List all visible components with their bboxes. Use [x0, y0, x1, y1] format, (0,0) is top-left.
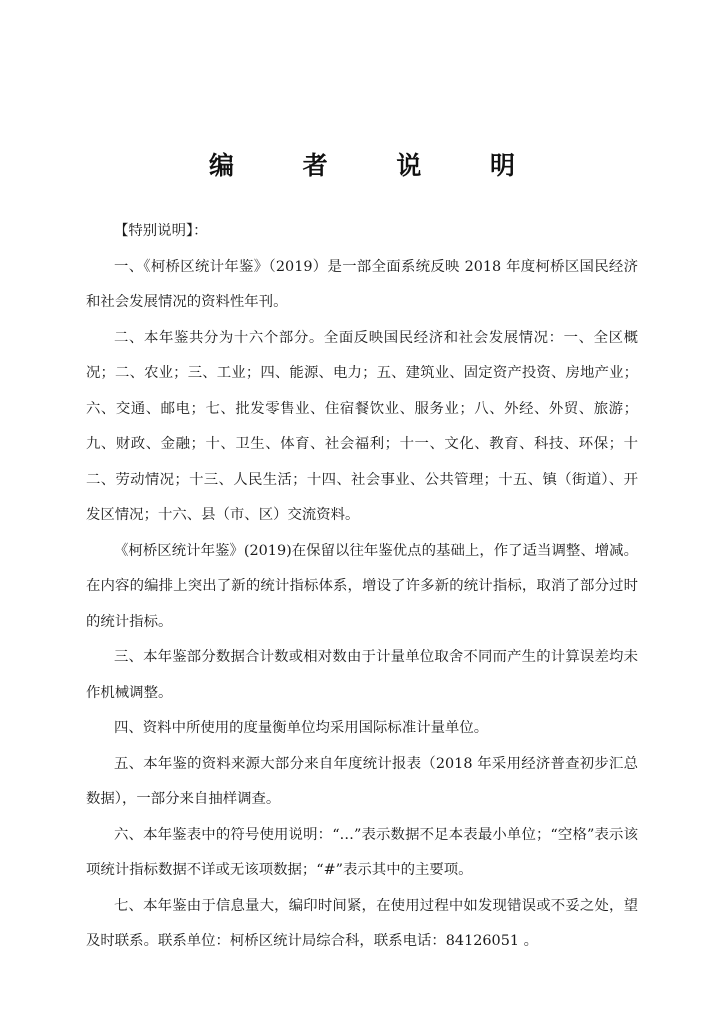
special-note-label: 【特别说明】： [114, 223, 208, 239]
paragraph-3: 《柯桥区统计年鉴》(2019)在保留以往年鉴优点的基础上，作了适当调整、增减。在内容的编排上突出了新的统计指标体系，增设了许多新的统计指标，取消了部分过时的统计指标。 [86, 542, 638, 630]
paragraph-2: 二、本年鉴共分为十六个部分。全面反映国民经济和社会发展情况：一、全区概况；二、农业；三、工业；四、能源、电力；五、建筑业、固定资产投资、房地产业；六、交通、邮电；七、批发零售业、住宿餐饮业、服务业；八、外经、外贸、旅游；九、财政、金融；十、卫生、体育、社会福利；十一、文化、教育、科技、环保；十二、劳动情况；十三、人民生活；十四、社会事业、公共管理；十五、镇（街道）、开发区情况；十六、县（市、区）交流资料。 [86, 329, 638, 523]
paragraph-4: 三、本年鉴部分数据合计数或相对数由于计量单位取舍不同而产生的计算误差均未作机械调整。 [86, 649, 638, 701]
page-title: 编 者 说 明 [208, 151, 546, 180]
paragraph-7: 六、本年鉴表中的符号使用说明：“…”表示数据不足本表最小单位；“空格”表示该项统计指标数据不详或无该项数据；“#”表示其中的主要项。 [86, 826, 638, 878]
paragraph-6: 五、本年鉴的资料来源大部分来自年度统计报表（2018 年采用经济普查初步汇总数据），一部分来自抽样调查。 [86, 755, 638, 807]
document-body [86, 214, 638, 960]
paragraph-5: 四、资料中所使用的度量衡单位均采用国际标准计量单位。 [114, 720, 489, 736]
paragraph-1: 一、《柯桥区统计年鉴》（2019）是一部全面系统反映 2018 年度柯桥区国民经济和社会发展情况的资料性年刊。 [86, 258, 638, 310]
paragraph-8: 七、本年鉴由于信息量大，编印时间紧，在使用过程中如发现错误或不妥之处，望及时联系。联系单位：柯桥区统计局综合科，联系电话：84126051 。 [86, 897, 638, 949]
